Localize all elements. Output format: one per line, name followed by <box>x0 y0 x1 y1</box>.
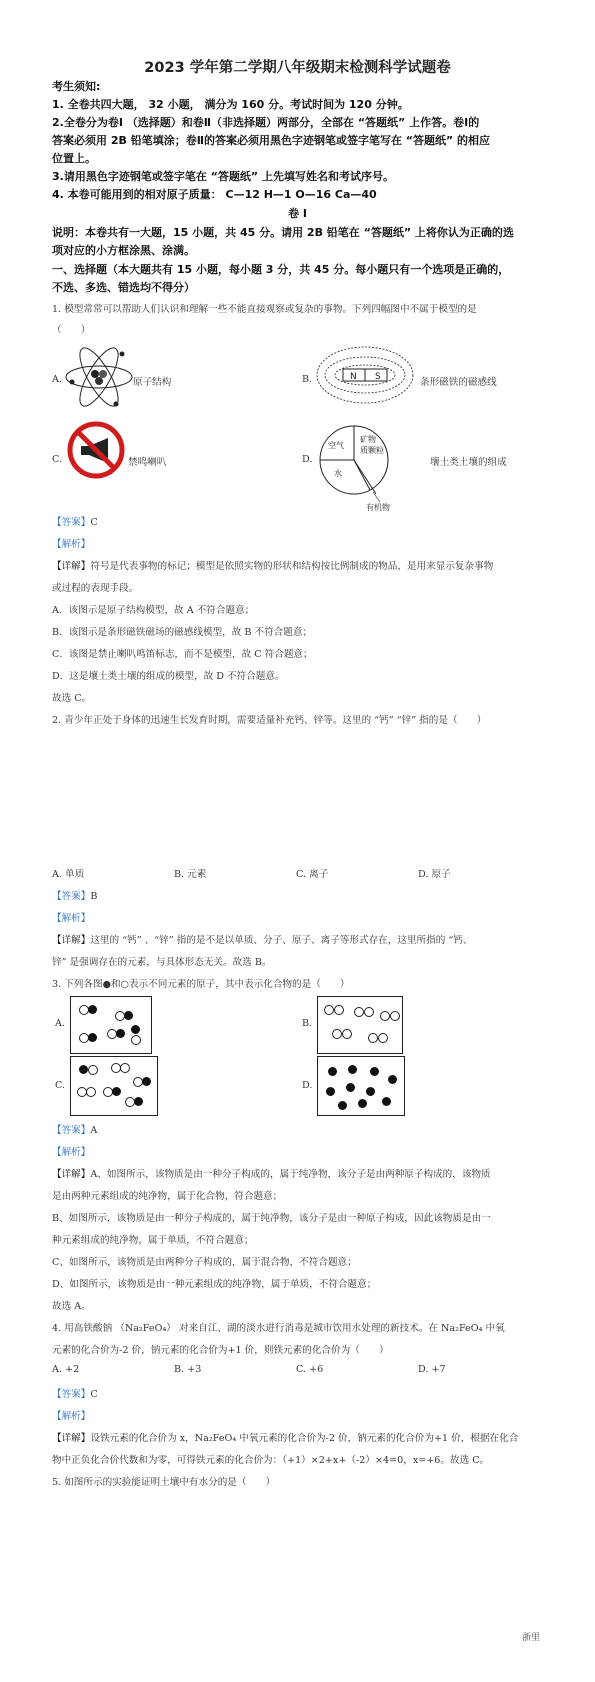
q5-stem: 5. 如图所示的实验能证明土壤中有水分的是（ ） <box>52 1477 276 1488</box>
section-a: 一、选择题（本大题共有 15 小题，每小题 3 分，共 45 分。每小题只有一个选项是正确的， <box>52 263 510 276</box>
q4-option-b: B. +3 <box>174 1364 202 1375</box>
svg-text:有机物: 有机物 <box>366 503 390 512</box>
q1-detail-7: 故选 C。 <box>52 693 92 704</box>
q1-option-a: A. <box>52 374 62 385</box>
page-title: 2023 学年第二学期八年级期末检测科学试题卷 <box>144 60 451 76</box>
note-2c: 位置上。 <box>52 152 96 165</box>
q3-detail-4: 种元素组成的纯净物，属于单质，不符合题意； <box>52 1235 254 1246</box>
note-2a: 2.全卷分为卷Ⅰ （选择题）和卷Ⅱ（非选择题）两部分，全部在 “答题纸” 上作答。卷Ⅰ的 <box>52 116 480 129</box>
section-b: 不选、多选、错选均不得分） <box>52 281 195 294</box>
q1-option-b-label: 条形磁铁的磁感线 <box>420 377 497 388</box>
svg-text:S: S <box>375 372 381 382</box>
q1-option-d-label: 壤土类土壤的组成 <box>430 457 507 468</box>
q1-detail-1: 【详解】符号是代表事物的标记；模型是依照实物的形状和结构按比例制成的物品，是用来显示复杂事物 <box>52 561 494 572</box>
q3-option-a: A. <box>55 1018 65 1029</box>
q3-answer: 【答案】A <box>52 1125 98 1136</box>
q3-detail-2: 是由两种元素组成的纯净物，属于化合物，符合题意； <box>52 1191 283 1202</box>
note-3: 3.请用黑色字迹钢笔或签字笔在 “答题纸” 上先填写姓名和考试序号。 <box>52 170 394 183</box>
note-4: 4. 本卷可能用到的相对原子质量： C—12 H—1 O—16 Ca—40 <box>52 188 377 201</box>
q3-analysis-tag: 【解析】 <box>52 1147 91 1158</box>
q1-option-c: C. <box>52 454 63 465</box>
q3-option-c: C. <box>55 1080 66 1091</box>
q1-detail-3: A．该图示是原子结构模型，故 A 不符合题意； <box>52 605 255 616</box>
q4-stem-b: 元素的化合价为-2 价，钠元素的化合价为+1 价，则铁元素的化合价为（ ） <box>52 1345 389 1356</box>
q1-detail-4: B．该图示是条形磁铁磁场的磁感线模型，故 B 不符合题意； <box>52 627 313 638</box>
volume-heading: 卷 Ⅰ <box>288 207 307 220</box>
svg-text:N: N <box>350 372 357 382</box>
q2-option-c: C. 离子 <box>296 869 329 880</box>
q3-box-a <box>70 996 152 1054</box>
q1-paren: （ ） <box>52 325 91 336</box>
q1-detail-2: 或过程的表现手段。 <box>52 583 139 594</box>
q1-detail-5: C．该图是禁止喇叭鸣笛标志，而不是模型，故 C 符合题意； <box>52 649 313 660</box>
q2-detail-1: 【详解】这里的 “钙” 、“锌” 指的是不是以单质、分子、原子、离子等形式存在，这里所指的 “钙、 <box>52 935 473 946</box>
page-footer: 浙里 <box>521 1633 540 1643</box>
q2-option-a: A. 单质 <box>52 869 85 880</box>
answer-tag: 【答案】 <box>52 517 91 528</box>
no-horn-sign-icon <box>66 420 126 480</box>
q2-detail-2: 锌” 是强调存在的元素，与具体形态无关。故选 B。 <box>52 957 272 968</box>
q1-option-b: B. <box>302 374 313 385</box>
q1-option-d: D. <box>302 454 313 465</box>
q4-analysis-tag: 【解析】 <box>52 1411 91 1422</box>
q3-detail-6: D、如图所示，该物质是由一种元素组成的纯净物，属于单质，不符合题意； <box>52 1279 377 1290</box>
q3-option-b: B. <box>302 1018 313 1029</box>
q2-option-b: B. 元素 <box>174 869 207 880</box>
q3-detail-5: C、如图所示，该物质是由两种分子构成的，属于混合物，不符合题意； <box>52 1257 357 1268</box>
atom-model-figure <box>64 342 134 412</box>
explain-a: 说明：本卷共有一大题，15 小题，共 45 分。请用 2B 铅笔在 “答题纸” 上将你认为正确的选 <box>52 226 514 239</box>
q4-stem-a: 4. 用高铁酸钠 （Na₂FeO₄） 对来自江、湖的淡水进行消毒是城市饮用水处理的新技术。在 Na₂FeO₄ 中氧 <box>52 1323 505 1334</box>
q4-option-d: D. +7 <box>418 1364 446 1375</box>
q2-analysis-tag: 【解析】 <box>52 913 91 924</box>
q3-stem: 3. 下列各图●和○表示不同元素的原子，其中表示化合物的是（ ） <box>52 979 350 990</box>
q3-detail-3: B、如图所示，该物质是由一种分子构成的，属于纯净物，该分子是由一种原子构成，因此该物质是由一 <box>52 1213 491 1224</box>
soil-composition-pie <box>314 420 424 512</box>
svg-text:水: 水 <box>334 469 342 478</box>
q2-stem: 2. 青少年正处于身体的迅速生长发育时期，需要适量补充钙、锌等。这里的 “钙” “锌” 指的是（ ） <box>52 715 487 726</box>
note-2b: 答案必须用 2B 铅笔填涂；卷Ⅱ的答案必须用黑色字迹钢笔或签字笔写在 “答题纸” 的相应 <box>52 134 491 147</box>
q3-box-b <box>317 996 403 1054</box>
q2-answer: 【答案】B <box>52 891 98 902</box>
q3-detail-7: 故选 A。 <box>52 1301 91 1312</box>
q4-detail-1: 【详解】设铁元素的化合价为 x，Na₂FeO₄ 中氧元素的化合价为-2 价，钠元素的化合价为+1 价，根据在化合 <box>52 1433 519 1444</box>
answer-value: C <box>90 517 98 528</box>
q1-answer <box>52 514 98 528</box>
magnetic-field-figure <box>315 340 415 410</box>
q3-detail-1: 【详解】A、如图所示，该物质是由一种分子构成的，属于纯净物，该分子是由两种原子构成的，该物质 <box>52 1169 491 1180</box>
q4-detail-2: 物中正负化合价代数和为零，可得铁元素的化合价为：（+1）×2+x+（-2）×4=0，x=+6。故选 C。 <box>52 1455 490 1466</box>
q3-box-d <box>317 1056 405 1116</box>
explain-b: 项对应的小方框涂黑、涂满。 <box>52 244 195 257</box>
svg-text:空气: 空气 <box>328 441 344 450</box>
q4-option-a: A. +2 <box>52 1364 80 1375</box>
q3-box-c <box>70 1056 158 1116</box>
q4-option-c: C. +6 <box>296 1364 324 1375</box>
q1-analysis-tag: 【解析】 <box>52 539 91 550</box>
note-1: 1. 全卷共四大题， 32 小题， 满分为 160 分。考试时间为 120 分钟。 <box>52 98 409 111</box>
notes-heading: 考生须知: <box>52 80 101 93</box>
q1-option-c-label: 禁鸣喇叭 <box>128 457 167 468</box>
q3-option-d: D. <box>302 1080 313 1091</box>
svg-text:矿物: 矿物 <box>360 435 376 444</box>
q2-option-d: D. 原子 <box>418 869 451 880</box>
q4-answer: 【答案】C <box>52 1389 98 1400</box>
q1-option-a-label: 原子结构 <box>133 377 172 388</box>
q1-stem: 1. 模型常常可以帮助人们认识和理解一些不能直接观察或复杂的事物。下列四幅图中不属于模型的是 <box>52 304 477 315</box>
q1-detail-6: D．这是壤土类土壤的组成的模型，故 D 不符合题意。 <box>52 671 285 682</box>
svg-text:质颗粒: 质颗粒 <box>360 446 384 455</box>
